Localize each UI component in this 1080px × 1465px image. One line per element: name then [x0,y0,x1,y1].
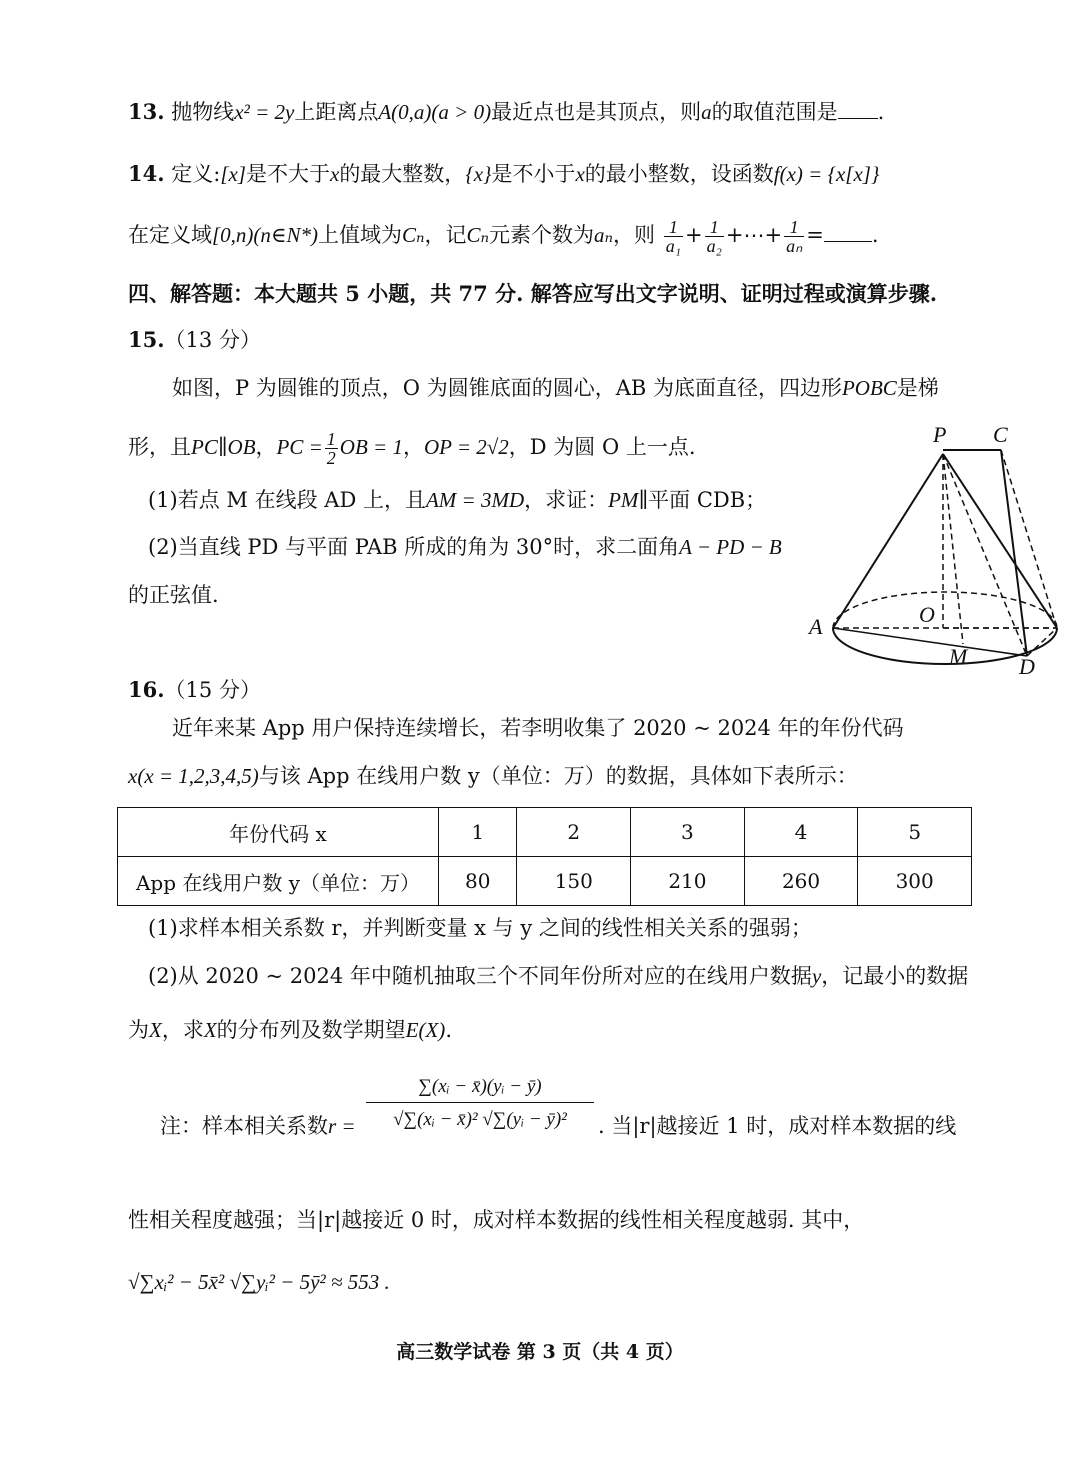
label-P: P [933,422,947,447]
fraction-half: $\frac{1}{2}$ [326,429,336,468]
q14-line2: 在定义域[0,n)(n∈N*)上值域为Cₙ，记Cₙ元素个数为aₙ，则 $\frac{1}{\text{a₁}}$ + $\frac{1}{\text{a₂}}$ +⋯+ $\frac{1}{\text{aₙ}}$ = . [128,217,879,256]
table-cell: 2 [517,808,631,857]
q16-line1: 近年来某 App 用户保持连续增长，若李明收集了 2020 ~ 2024 年的年份代码 [172,716,904,740]
label-O: O [919,602,935,627]
table-cell: 300 [858,857,972,906]
correlation-formula [366,1070,594,1131]
page-footer: 高三数学试卷 第 3 页（共 4 页） [396,1341,684,1363]
section-4-title: 四、解答题：本大题共 5 小题，共 77 分. 解答应写出文字说明、证明过程或演算步骤. [128,281,938,306]
table-header-row [118,808,972,857]
answer-blank [824,223,872,242]
q13-number: 13. [128,99,165,124]
q15-header: 15.（13 分） [128,327,261,352]
table-cell: 150 [517,857,631,906]
table-cell: App 在线用户数 y（单位：万） [118,857,439,906]
table-cell: 3 [631,808,745,857]
table-cell: 年份代码 x [118,808,439,857]
q16-part2-cont: 为X，求X的分布列及数学期望E(X). [128,1018,452,1042]
label-D: D [1019,654,1035,679]
label-M: M [949,644,968,669]
q16-line2: x(x = 1,2,3,4,5)与该 App 在线用户数 y（单位：万）的数据，具体如下表所示： [128,764,858,788]
formula-denominator: √∑(xᵢ − x̄)² √∑(yᵢ − ȳ)² [393,1109,567,1130]
q16-note: 注：样本相关系数r = [160,1114,356,1138]
table-cell: 260 [744,857,858,906]
q14-number: 14. [128,161,165,186]
answer-blank [838,100,878,119]
q16-part1: (1)求样本相关系数 r，并判断变量 x 与 y 之间的线性相关关系的强弱； [148,916,812,940]
q15-line1: 如图，P 为圆锥的顶点，O 为圆锥底面的圆心，AB 为底面直径，四边形POBC是梯 [172,376,939,400]
fraction-1-an: $\frac{1}{\text{aₙ}}$ [786,217,803,256]
table-cell: 80 [439,857,517,906]
table-cell: 1 [439,808,517,857]
fraction-1-a2: $\frac{1}{\text{a₂}}$ [706,217,722,256]
q16-approx: √∑xᵢ² − 5x̄² √∑yᵢ² − 5ȳ² ≈ 553 . [128,1270,390,1294]
formula-numerator: ∑(xᵢ − x̄)(yᵢ − ȳ) [366,1070,594,1103]
data-table [117,807,972,906]
segment-CB [1001,450,1057,628]
q13-line: 13. 抛物线x² = 2y上距离点A(0,a)(a > 0)最近点也是其顶点，则a的取值范围是 . [128,99,885,124]
fraction-1-a1: $\frac{1}{\text{a₁}}$ [665,217,681,256]
q15-line2: 形，且PC∥OB，PC = $\frac{1}{2}$ OB = 1，OP = 2√2，D 为圆 O 上一点. [128,429,696,468]
q15-part1: (1)若点 M 在线段 AD 上，且AM = 3MD，求证：PM∥平面 CDB； [148,488,767,512]
label-A: A [809,614,823,639]
q16-header: 16.（15 分） [128,677,261,702]
segment-PM [943,454,963,644]
q16-note-cont: . 当|r|越接近 1 时，成对样本数据的线 [598,1114,957,1138]
q16-part2: (2)从 2020 ~ 2024 年中随机抽取三个不同年份所对应的在线用户数据y，记最小的数据 [148,964,969,988]
cone-figure [805,420,1065,680]
table-cell: 5 [858,808,972,857]
table-row [118,857,972,906]
q16-note-line2: 性相关程度越强；当|r|越接近 0 时，成对样本数据的线性相关程度越弱. 其中， [128,1208,865,1232]
table-cell: 4 [744,808,858,857]
table-cell: 210 [631,857,745,906]
q15-part2-cont: 的正弦值. [128,583,219,607]
cone-side-right [943,454,1057,628]
label-C: C [993,422,1008,447]
q15-part2: (2)当直线 PD 与平面 PAB 所成的角为 30°时，求二面角A − PD − B [148,535,782,559]
q14-line1: 14. 定义:[x]是不大于x的最大整数，{x}是不小于x的最小整数，设函数f(x) = {x[x]} [128,161,880,186]
